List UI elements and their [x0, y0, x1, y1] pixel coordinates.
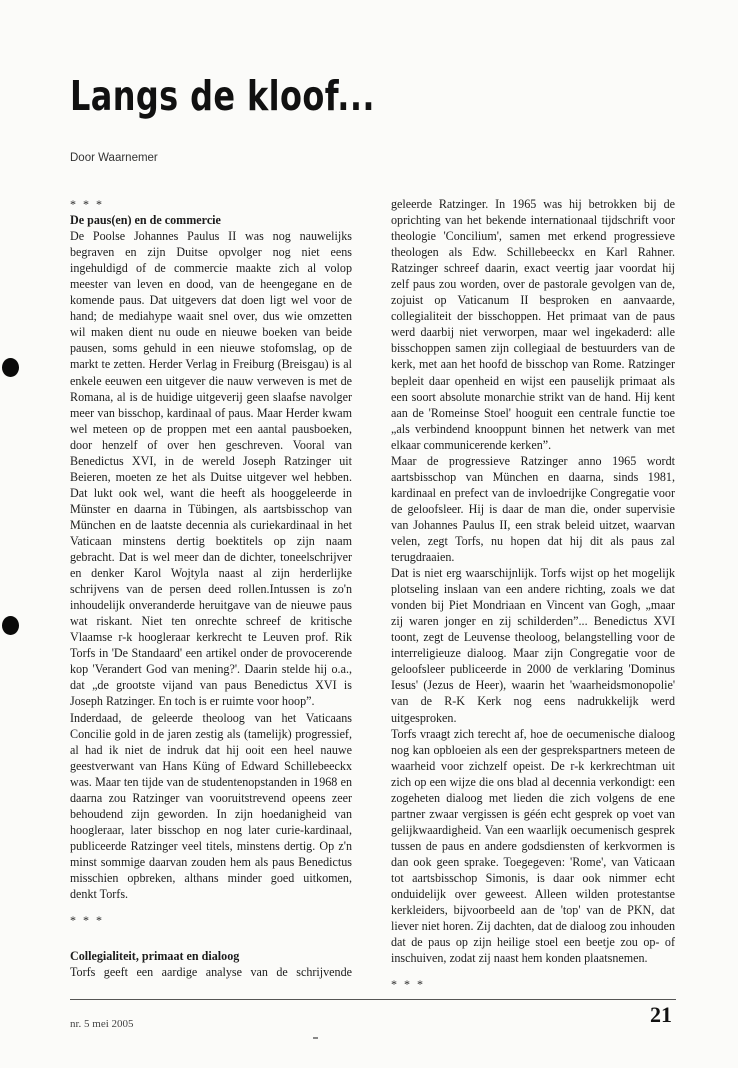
page-number: 21	[650, 1002, 672, 1027]
byline: Door Waarnemer	[70, 152, 158, 164]
left-column	[70, 196, 352, 980]
right-column	[391, 196, 675, 1012]
section-heading: De paus(en) en de commercie	[70, 213, 221, 228]
body-paragraph: Torfs vraagt zich terecht af, hoe de oecumenische dialoog nog kan opbloeien als een der gesprekspartners meteen de waarheid voor zichzelf opeist. De r-k kerkrechtman uit zich op een wijze die ons blad al decennia verkondigt: een zogeheten dialoog met lieden die zich volgens de ene partner zwaar vergissen is géén echt gesprek op voet van gelijkwaardigheid. Van een waarlijk oecumenisch gesprek tussen de paus en andere godsdiensten of kerkvormen is dan ook geen sprake. Toegegeven: 'Rome', van Vaticaan tot aartsbisschop Simonis, is daar ook nimmer echt onduidelijk over geweest. Alleen wilden protestantse kerkleiders, bijvoorbeeld aan de 'top' van de PKN, dat liever niet horen. Zij dachten, dat de dialoog zou inhouden dat de paus op zijn heilige stoel een beetje zou op- of inschuiven, zodat zij naast hem konden plaatsnemen.	[391, 726, 675, 966]
footer-rule	[70, 999, 676, 1000]
issue-label: nr. 5 mei 2005	[70, 1018, 134, 1030]
binder-hole	[2, 616, 19, 635]
body-paragraph: Dat is niet erg waarschijnlijk. Torfs wijst op het mogelijk plotseling inslaan van een andere richting, zoals we dat vonden bij Piet Mondriaan en Vincent van Gogh, „maar zij waren jonger en zij schilderden”... Benedictus XVI toont, zegt de Leuvense theoloog, belangstelling voor de interreligieuze dialoog. Maar zijn Congregatie voor de geloofsleer publiceerde in 2000 de verklaring 'Dominus Iesus' (Jezus de Heer), waarin het 'waarheidsmonopolie' van de R-K Kerk nog eens nadrukkelijk werd uitgesproken.	[391, 566, 675, 725]
separator-stars: * * *	[70, 197, 104, 211]
binder-hole	[2, 358, 19, 377]
print-mark	[313, 1037, 318, 1039]
section-heading: Collegialiteit, primaat en dialoog	[70, 949, 240, 964]
separator-stars: * * *	[391, 977, 425, 992]
body-paragraph: Torfs geeft een aardige analyse van de schrijvende	[70, 965, 352, 980]
article-title: Langs de kloof...	[70, 72, 375, 120]
separator-stars: * * *	[70, 913, 104, 928]
body-paragraph-continued: geleerde Ratzinger. In 1965 was hij betrokken bij de oprichting van het bekende internationaal tijdschrift voor theologie 'Concilium', samen met erkend progressieve theologen als Edw. Schillebeeckx en Karl Rahner. Ratzinger schreef daarin, exact veertig jaar voordat hij zelf paus zou worden, over de pastorale gevolgen van de, zojuist op Vaticanum II besproken en aanvaarde, collegialiteit der bisschoppen. Het primaat van de paus werd daarbij niet verworpen, maar wel ingekaderd: alle bisschoppen samen zijn collegiaal de bestuurders van de kerk, met aan het hoofd de bisschop van Rome. Ratzinger bepleit daar openheid en wijst een pauselijk primaat als een soort absolute monarchie strikt van de hand. Hij kent aan de 'Romeinse Stoel' hooguit een centrale functie toe „als verbindend knooppunt binnen het netwerk van met elkaar communicerende kerken”.	[391, 197, 675, 452]
body-paragraph: Maar de progressieve Ratzinger anno 1965 wordt aartsbisschop van München en daarna, sinds 1981, kardinaal en prefect van de invloedrijke Congregatie voor de geloofsleer. Hij is daar de man die, onder supervisie van Johannes Paulus II, een strak beleid uitzet, waarvan velen, zegt Torfs, nu hopen dat hij dit als paus zal terugdraaien.	[391, 453, 675, 565]
body-paragraph: De Poolse Johannes Paulus II was nog nauwelijks begraven en zijn Duitse opvolger nog niet eens ingehuldigd of de commercie maakte zich al volop meester van leven en dood, van de heengegane en de komende paus. Dat uitgevers dat doen ligt wel voor de hand; de mediahype waait snel over, dus wie omzetten wil maken dient nu oude en nieuwe boeken van beide pausen, soms gehuld in een nieuwe stofomslag, op de markt te zetten. Herder Verlag in Freiburg (Breisgau) is al enkele eeuwen een uitgever die nauw verweven is met de Romana, al is de huidige uitgeverij geen slaafse navolger meer van bisschop, kardinaal of paus. Maar Herder kwam wel meteen op de proppen met een aantal pausboeken, door henzelf of over hen geschreven. Vooral van Benedictus XVI, in de wereld Joseph Ratzinger uit Beieren, moeten ze het als Duitse uitgever wel hebben. Dat lukt ook wel, want die heeft als hooggeleerde in Münster en daarna in Tübingen, als aartsbisschop van München en de laatste decennia als curiekardinaal in het Vaticaan minstens dertig boektitels op zijn naam gebracht. Dat is wel meer dan de dichter, toneelschrijver en denker Karol Wojtyla naast al zijn herderlijke schrijvens van de persen deed rollen.Intussen is zo'n inhoudelijk onveranderde heruitgave van de nieuwe paus wat riskant. Niet ten onrechte schreef de kritische Vlaamse r-k hoogleraar kerkrecht te Leuven prof. Rik Torfs in 'De Standaard' een artikel onder de provocerende kop 'Verandert God van mening?'. Daarin stelde hij o.a., dat „de grootste vijand van paus Benedictus XVI is Joseph Ratzinger. En toch is er ruimte voor hoop”.	[70, 229, 352, 709]
body-paragraph: Inderdaad, de geleerde theoloog van het Vaticaans Concilie gold in de jaren zestig als (tamelijk) progressief, al had ik niet de indruk dat hij ooit een heel nauwe geestverwant van Hans Küng of Edward Schillebeeckx was. Maar ten tijde van de studentenopstanden in 1968 en daarna zou Ratzinger van vooruitstrevend opeens zeer behoudend zijn geworden. In zijn hoedanigheid van hoogleraar, later bisschop en nog later curie-kardinaal, publiceerde Ratzinger veel titels, minstens dertig. Op z'n minst sommige daarvan zouden hem als paus Benedictus misschien opbreken, althans minder goed uitkomen, denkt Torfs.	[70, 710, 352, 902]
